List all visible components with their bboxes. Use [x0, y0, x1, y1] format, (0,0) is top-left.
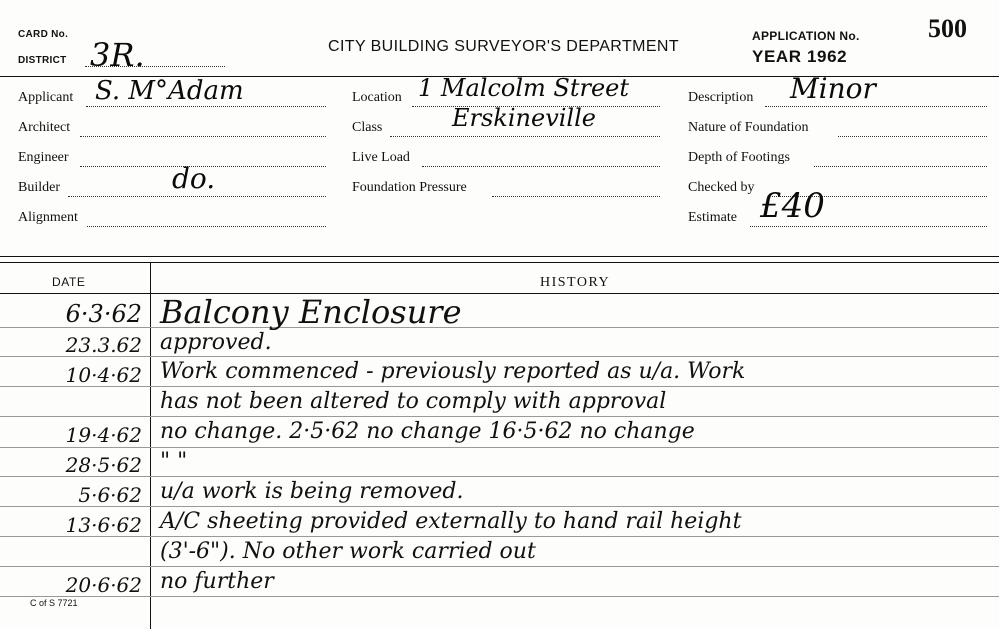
row-rule — [0, 447, 999, 448]
date-column-divider — [150, 262, 151, 629]
history-date: 5·6·62 — [78, 483, 142, 507]
district-label: DISTRICT — [18, 55, 67, 66]
nature-dotline — [838, 136, 987, 137]
history-date: 20·6·62 — [65, 573, 142, 597]
year-label: YEAR 1962 — [752, 47, 848, 66]
depth-dotline — [814, 166, 987, 167]
applicant-label: Applicant — [18, 90, 74, 105]
engineer-label: Engineer — [18, 150, 69, 165]
department-title: CITY BUILDING SURVEYOR'S DEPARTMENT — [328, 38, 680, 55]
foundation-pressure-label: Foundation Pressure — [352, 180, 467, 195]
row-rule — [0, 356, 999, 357]
history-entry: Work commenced - previously reported as u/a. Work — [160, 359, 746, 384]
estimate-dotline — [750, 226, 987, 227]
checked-by-label: Checked by — [688, 180, 755, 195]
description-label: Description — [688, 90, 754, 105]
history-date: 19·4·62 — [65, 423, 142, 447]
history-entry: A/C sheeting provided externally to hand rail height — [160, 509, 742, 534]
form-code: C of S 7721 — [30, 598, 78, 608]
description-dotline — [765, 106, 987, 107]
history-date: 23.3.62 — [65, 333, 142, 357]
builder-dotline — [68, 196, 326, 197]
row-rule — [0, 566, 999, 567]
nature-of-foundation-label: Nature of Foundation — [688, 120, 809, 135]
card-no-label: CARD No. — [18, 29, 69, 40]
builder-label: Builder — [18, 180, 60, 195]
alignment-dotline — [87, 226, 326, 227]
history-date: 28·5·62 — [65, 453, 142, 477]
history-entry: " " — [160, 449, 188, 474]
class-label: Class — [352, 120, 383, 135]
row-rule — [0, 416, 999, 417]
architect-label: Architect — [18, 120, 71, 135]
estimate-value: £40 — [760, 186, 825, 226]
history-date: 10·4·62 — [65, 363, 142, 387]
history-date: 13·6·62 — [65, 513, 142, 537]
application-label: APPLICATION No. — [752, 29, 860, 43]
location-label: Location — [352, 90, 402, 105]
estimate-label: Estimate — [688, 210, 737, 225]
row-rule — [0, 506, 999, 507]
location-value: 1 Malcolm Street — [418, 74, 630, 102]
history-entry: (3'-6"). No other work carried out — [160, 539, 536, 564]
live-load-dotline — [422, 166, 660, 167]
district-value: 3R. — [90, 36, 145, 74]
description-value: Minor — [790, 72, 876, 105]
depth-of-footings-label: Depth of Footings — [688, 150, 790, 165]
history-entry: u/a work is being removed. — [160, 479, 464, 504]
architect-dotline — [80, 136, 326, 137]
row-rule — [0, 327, 999, 328]
alignment-label: Alignment — [18, 210, 78, 225]
history-entry: Balcony Enclosure — [160, 293, 462, 331]
date-column-header: DATE — [52, 275, 86, 289]
history-column-header: HISTORY — [540, 275, 611, 290]
row-rule — [0, 386, 999, 387]
row-rule — [0, 596, 999, 597]
builder-value: do. — [172, 162, 216, 195]
application-number: 500 — [928, 14, 967, 43]
history-entry: no further — [160, 569, 274, 594]
class-dotline — [390, 136, 660, 137]
class-value: Erskineville — [452, 104, 596, 132]
history-entry: no change. 2·5·62 no change 16·5·62 no change — [160, 419, 695, 444]
row-rule — [0, 476, 999, 477]
history-entry: has not been altered to comply with approval — [160, 389, 667, 414]
live-load-label: Live Load — [352, 150, 410, 165]
row-rule — [0, 536, 999, 537]
foundation-pressure-dotline — [492, 196, 660, 197]
applicant-dotline — [86, 106, 326, 107]
history-date: 6·3·62 — [65, 300, 142, 328]
applicant-value: S. M°Adam — [95, 76, 244, 106]
history-rule-top — [0, 256, 999, 257]
history-entry: approved. — [160, 330, 272, 355]
